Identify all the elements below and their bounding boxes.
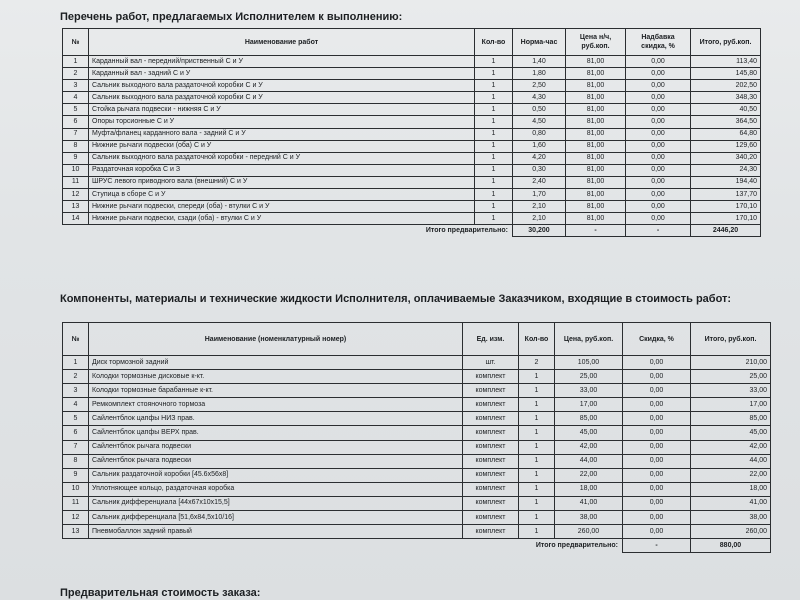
cell-name: Сальник выходного вала раздаточной коробки - передний С и У [89,152,475,164]
col-total: Итого, руб.коп. [691,323,771,356]
cell-norm: 2,10 [513,201,566,213]
cell-disc: 0,00 [626,140,691,152]
table-row [63,68,761,80]
cell-norm: 4,20 [513,152,566,164]
materials-table [62,322,771,553]
cell-unit: комплект [463,468,519,482]
cell-price: 81,00 [566,176,626,188]
cell-price: 81,00 [566,92,626,104]
materials-total-sum: 880,00 [691,539,771,553]
cell-disc: 0,00 [626,92,691,104]
cell-disc: 0,00 [626,104,691,116]
col-name: Наименование (номенклатурный номер) [89,323,463,356]
works-total-sum: 2446,20 [691,225,761,237]
cell-n: 6 [63,116,89,128]
cell-price: 260,00 [555,525,623,539]
table-row [63,482,771,496]
cell-disc: 0,00 [626,80,691,92]
cell-qty: 1 [519,398,555,412]
cell-price: 81,00 [566,152,626,164]
cell-norm: 2,10 [513,213,566,225]
cell-name: Сайлентблок цапфы ВЕРХ прав. [89,426,463,440]
table-row [63,525,771,539]
cell-name: Сайлентблок рычага подвески [89,454,463,468]
cell-qty: 1 [475,176,513,188]
table-row [63,164,761,176]
materials-total-label: Итого предварительно: [535,542,618,550]
cell-total: 348,30 [691,92,761,104]
cell-name: Сайлентблок рычага подвески [89,440,463,454]
cell-n: 6 [63,426,89,440]
cell-norm: 2,50 [513,80,566,92]
cell-n: 1 [63,356,89,370]
cell-disc: 0,00 [623,496,691,510]
cell-price: 81,00 [566,68,626,80]
table-row [63,398,771,412]
works-total-dash-markup: - [626,225,691,237]
table-row [63,511,771,525]
cell-price: 33,00 [555,384,623,398]
cell-qty: 1 [475,68,513,80]
cell-total: 41,00 [691,496,771,510]
cell-total: 194,40 [691,176,761,188]
cell-name: Нижние рычаги подвески (оба) С и У [89,140,475,152]
cell-disc: 0,00 [623,440,691,454]
cell-unit: комплект [463,370,519,384]
cell-norm: 2,40 [513,176,566,188]
cell-price: 25,00 [555,370,623,384]
cell-name: Ступица в сборе С и У [89,189,475,201]
cell-unit: комплект [463,426,519,440]
cell-total: 17,00 [691,398,771,412]
cell-qty: 1 [519,426,555,440]
cell-disc: 0,00 [626,152,691,164]
table-row [63,201,761,213]
cell-unit: комплект [463,496,519,510]
cell-disc: 0,00 [626,116,691,128]
cell-n: 3 [63,80,89,92]
cell-total: 42,00 [691,440,771,454]
cell-n: 9 [63,152,89,164]
cell-norm: 1,70 [513,189,566,201]
cell-qty: 1 [475,56,513,68]
cell-total: 24,30 [691,164,761,176]
cell-n: 10 [63,482,89,496]
works-section-title: Перечень работ, предлагаемых Исполнителем к выполнению: [60,11,403,23]
col-markup: Надбавка скидка, % [626,29,691,56]
cell-name: Колодки тормозные дисковые к-кт. [89,370,463,384]
materials-table-body [63,356,771,539]
works-total-row [63,225,761,237]
cell-n: 4 [63,398,89,412]
works-table-body [63,56,761,225]
cell-unit: комплект [463,482,519,496]
cell-price: 81,00 [566,128,626,140]
cell-total: 38,00 [691,511,771,525]
cell-disc: 0,00 [623,412,691,426]
cell-price: 81,00 [566,201,626,213]
cell-price: 18,00 [555,482,623,496]
cell-name: Стойка рычага подвески - нижняя С и У [89,104,475,116]
table-row [63,412,771,426]
cell-n: 8 [63,454,89,468]
preliminary-cost-title: Предварительная стоимость заказа: [60,587,261,599]
cell-disc: 0,00 [626,56,691,68]
table-row [63,356,771,370]
cell-n: 9 [63,468,89,482]
table-row [63,104,761,116]
table-row [63,176,761,188]
cell-disc: 0,00 [626,176,691,188]
cell-price: 81,00 [566,140,626,152]
cell-qty: 1 [519,482,555,496]
cell-price: 81,00 [566,164,626,176]
cell-total: 340,20 [691,152,761,164]
cell-price: 105,00 [555,356,623,370]
cell-price: 42,00 [555,440,623,454]
cell-n: 12 [63,189,89,201]
cell-price: 85,00 [555,412,623,426]
cell-unit: комплект [463,454,519,468]
cell-disc: 0,00 [623,468,691,482]
cell-disc: 0,00 [623,454,691,468]
cell-n: 8 [63,140,89,152]
cell-disc: 0,00 [626,189,691,201]
cell-name: Сальник дифференциала [44х67х10х15,5] [89,496,463,510]
cell-name: Раздаточная коробка С и З [89,164,475,176]
cell-price: 81,00 [566,80,626,92]
cell-total: 40,50 [691,104,761,116]
col-discount: Скидка, % [623,323,691,356]
cell-n: 11 [63,496,89,510]
cell-total: 260,00 [691,525,771,539]
cell-norm: 0,30 [513,164,566,176]
cell-total: 44,00 [691,454,771,468]
cell-unit: комплект [463,398,519,412]
cell-n: 10 [63,164,89,176]
cell-name: Карданный вал - задний С и У [89,68,475,80]
table-row [63,213,761,225]
works-table [62,28,761,237]
cell-total: 18,00 [691,482,771,496]
cell-price: 81,00 [566,116,626,128]
cell-disc: 0,00 [626,128,691,140]
cell-price: 38,00 [555,511,623,525]
cell-total: 202,50 [691,80,761,92]
works-table-header [63,29,761,56]
cell-qty: 1 [519,370,555,384]
cell-total: 137,70 [691,189,761,201]
table-row [63,92,761,104]
col-qty: Кол-во [475,29,513,56]
cell-name: Сальник дифференциала [51,6х84,5х10/16] [89,511,463,525]
cell-n: 7 [63,440,89,454]
cell-qty: 1 [475,80,513,92]
cell-n: 13 [63,201,89,213]
cell-qty: 1 [519,440,555,454]
materials-section-title: Компоненты, материалы и технические жидкости Исполнителя, оплачиваемые Заказчиком, входящие в стоимость работ: [60,293,732,305]
cell-norm: 1,40 [513,56,566,68]
cell-norm: 1,60 [513,140,566,152]
cell-qty: 1 [475,104,513,116]
cell-disc: 0,00 [623,426,691,440]
cell-price: 17,00 [555,398,623,412]
materials-total-row [63,539,771,553]
cell-qty: 1 [475,189,513,201]
table-row [63,426,771,440]
cell-name: Нижние рычаги подвески, сзади (оба) - втулки С и У [89,213,475,225]
cell-total: 129,60 [691,140,761,152]
cell-norm: 0,50 [513,104,566,116]
cell-total: 45,00 [691,426,771,440]
cell-n: 5 [63,104,89,116]
table-row [63,440,771,454]
table-row [63,128,761,140]
cell-qty: 1 [475,152,513,164]
cell-name: Сальник выходного вала раздаточной коробки С и У [89,80,475,92]
cell-disc: 0,00 [623,384,691,398]
cell-qty: 1 [519,496,555,510]
cell-unit: комплект [463,525,519,539]
cell-total: 145,80 [691,68,761,80]
cell-disc: 0,00 [626,213,691,225]
table-row [63,56,761,68]
cell-unit: комплект [463,412,519,426]
cell-disc: 0,00 [623,356,691,370]
table-row [63,80,761,92]
cell-n: 12 [63,511,89,525]
cell-disc: 0,00 [623,482,691,496]
cell-total: 22,00 [691,468,771,482]
cell-total: 113,40 [691,56,761,68]
col-unit: Ед. изм. [463,323,519,356]
col-num: № [63,29,89,56]
cell-qty: 1 [519,384,555,398]
cell-total: 85,00 [691,412,771,426]
cell-price: 81,00 [566,213,626,225]
cell-qty: 1 [475,128,513,140]
table-row [63,152,761,164]
cell-norm: 1,80 [513,68,566,80]
cell-total: 25,00 [691,370,771,384]
cell-qty: 1 [475,201,513,213]
cell-price: 22,00 [555,468,623,482]
cell-disc: 0,00 [623,511,691,525]
cell-name: Колодки тормозные барабанные к-кт. [89,384,463,398]
cell-name: Сайлентблок цапфы НИЗ прав. [89,412,463,426]
cell-total: 170,10 [691,213,761,225]
cell-name: Диск тормозной задний [89,356,463,370]
cell-name: Сальник раздаточной коробки [45.6х56х8] [89,468,463,482]
cell-qty: 1 [475,92,513,104]
table-row [63,468,771,482]
table-row [63,384,771,398]
cell-qty: 1 [519,525,555,539]
cell-unit: комплект [463,440,519,454]
cell-unit: комплект [463,511,519,525]
table-row [63,189,761,201]
works-total-label: Итого предварительно: [425,227,508,235]
col-name: Наименование работ [89,29,475,56]
cell-n: 7 [63,128,89,140]
cell-unit: шт. [463,356,519,370]
col-price: Цена н/ч, руб.коп. [566,29,626,56]
col-qty: Кол-во [519,323,555,356]
cell-price: 44,00 [555,454,623,468]
cell-qty: 1 [519,454,555,468]
cell-name: Нижние рычаги подвески, спереди (оба) - втулки С и У [89,201,475,213]
cell-disc: 0,00 [623,398,691,412]
works-total-norm: 30,200 [513,225,566,237]
cell-disc: 0,00 [623,525,691,539]
cell-price: 81,00 [566,104,626,116]
cell-total: 170,10 [691,201,761,213]
cell-n: 13 [63,525,89,539]
cell-n: 2 [63,68,89,80]
cell-disc: 0,00 [626,201,691,213]
cell-qty: 1 [475,140,513,152]
cell-qty: 1 [475,164,513,176]
col-num: № [63,323,89,356]
materials-table-header [63,323,771,356]
cell-n: 3 [63,384,89,398]
table-row [63,496,771,510]
cell-qty: 1 [475,213,513,225]
cell-disc: 0,00 [626,164,691,176]
cell-unit: комплект [463,384,519,398]
col-total: Итого, руб.коп. [691,29,761,56]
cell-price: 81,00 [566,189,626,201]
cell-total: 33,00 [691,384,771,398]
cell-price: 81,00 [566,56,626,68]
cell-n: 14 [63,213,89,225]
cell-qty: 1 [519,468,555,482]
cell-qty: 1 [519,511,555,525]
cell-qty: 1 [475,116,513,128]
cell-n: 1 [63,56,89,68]
cell-name: ШРУС левого приводного вала (внешний) С и У [89,176,475,188]
cell-price: 45,00 [555,426,623,440]
cell-total: 210,00 [691,356,771,370]
cell-qty: 1 [519,412,555,426]
cell-norm: 0,80 [513,128,566,140]
works-total-dash-price: - [566,225,626,237]
cell-norm: 4,50 [513,116,566,128]
cell-qty: 2 [519,356,555,370]
table-row [63,140,761,152]
table-row [63,454,771,468]
col-norm: Норма-час [513,29,566,56]
cell-total: 64,80 [691,128,761,140]
cell-price: 41,00 [555,496,623,510]
cell-disc: 0,00 [623,370,691,384]
cell-disc: 0,00 [626,68,691,80]
cell-name: Сальник выходного вала раздаточной коробки С и У [89,92,475,104]
table-row [63,116,761,128]
cell-n: 2 [63,370,89,384]
cell-name: Опоры торсионные С и У [89,116,475,128]
cell-name: Уплотняющее кольцо, раздаточная коробка [89,482,463,496]
cell-norm: 4,30 [513,92,566,104]
cell-n: 11 [63,176,89,188]
cell-n: 4 [63,92,89,104]
cell-name: Пневмобаллон задний правый [89,525,463,539]
table-row [63,370,771,384]
materials-total-dash: - [623,539,691,553]
cell-name: Ремкомплект стояночного тормоза [89,398,463,412]
cell-name: Карданный вал - передний/приственный С и У [89,56,475,68]
cell-total: 364,50 [691,116,761,128]
cell-n: 5 [63,412,89,426]
col-price: Цена, руб.коп. [555,323,623,356]
cell-name: Муфта/фланец карданного вала - задний С и У [89,128,475,140]
